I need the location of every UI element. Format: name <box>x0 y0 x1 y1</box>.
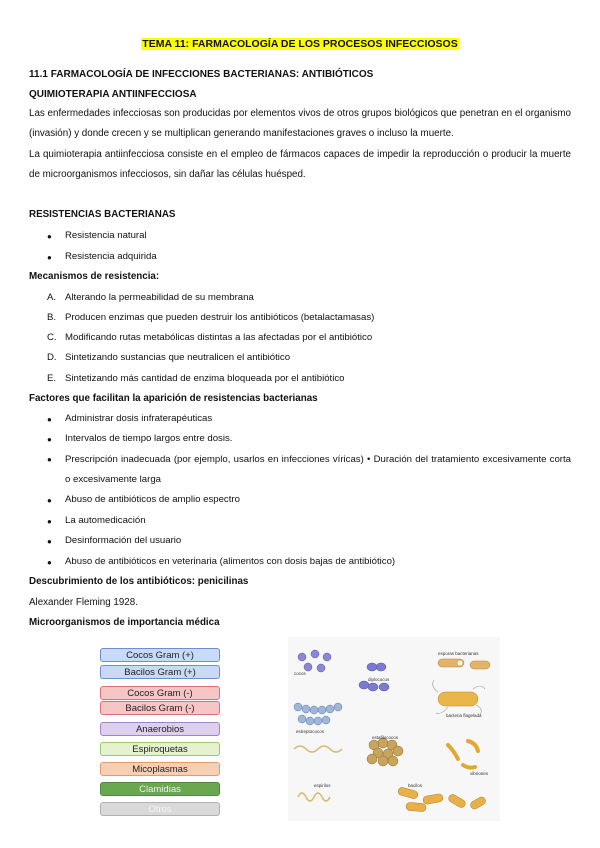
list-item-text: Alterando la permeabilidad de su membrana <box>65 292 254 303</box>
paragraph-quimioterapia: La quimioterapia antiinfecciosa consiste en el empleo de fármacos capaces de impedir la reproducción o producir la muerte de microorganismos infecciosos, sin dañar las células huésped. <box>29 149 571 180</box>
category-box-cocos-gram-pos: Cocos Gram (+) <box>100 648 220 662</box>
category-box-anaerobios: Anaerobios <box>100 722 220 736</box>
descubrimiento-heading: Descubrimiento de los antibióticos: penicilinas <box>29 576 249 587</box>
list-item <box>0 251 600 265</box>
list-item <box>0 413 600 427</box>
list-letter: B. <box>47 312 57 323</box>
section-title: 11.1 FARMACOLOGÍA DE INFECCIONES BACTERIANAS: ANTIBIÓTICOS <box>29 69 374 80</box>
list-letter: E. <box>47 373 57 384</box>
estreptococos-shapes <box>294 703 342 725</box>
list-letter: D. <box>47 352 57 363</box>
category-box-micoplasmas: Micoplasmas <box>100 762 220 776</box>
document-title <box>0 38 600 50</box>
label-bacilos: bacilos <box>408 783 423 788</box>
bacteria-illustration <box>288 637 500 821</box>
category-box-cocos-gram-neg: Cocos Gram (-) <box>100 686 220 700</box>
estafilococos-shapes <box>367 738 403 766</box>
bullet-icon: ● <box>47 558 52 567</box>
category-box-espiroquetas: Espiroquetas <box>100 742 220 756</box>
category-box-bacilos-gram-neg: Bacilos Gram (-) <box>100 701 220 715</box>
microorganismos-heading: Microorganismos de importancia médica <box>29 617 220 628</box>
list-item-text: Resistencia natural <box>65 230 147 241</box>
list-item-text: Modificando rutas metabólicas distintas a las afectadas por el antibiótico <box>65 332 373 343</box>
factores-heading: Factores que facilitan la aparición de resistencias bacterianas <box>29 393 318 404</box>
label-espirilos: espirilos <box>314 783 331 788</box>
bullet-icon: ● <box>47 232 52 241</box>
list-item <box>0 433 600 447</box>
list-item-text: La automedicación <box>65 515 146 526</box>
bullet-icon: ● <box>47 537 52 546</box>
list-item <box>0 453 600 487</box>
bullet-icon: ● <box>47 496 52 505</box>
list-item-text: Desinformación del usuario <box>65 535 182 546</box>
resistencias-heading: RESISTENCIAS BACTERIANAS <box>29 209 176 220</box>
esporas-shapes <box>438 659 490 669</box>
label-diplococos: diplococos <box>368 677 390 682</box>
subsection-title: QUIMIOTERAPIA ANTIINFECCIOSA <box>29 89 197 100</box>
list-letter: C. <box>47 332 57 343</box>
list-item <box>0 515 600 529</box>
list-item-text: Intervalos de tiempo largos entre dosis. <box>65 433 233 444</box>
list-item-text: Administrar dosis infraterapéuticas <box>65 413 213 424</box>
category-box-clamidias: Clamidias <box>100 782 220 796</box>
bullet-icon: ● <box>47 253 52 262</box>
list-item-text: Prescripción inadecuada (por ejemplo, usarlos en infecciones víricas) • Duración del tratamiento excesivamente corta o excesivamente larga <box>65 454 571 485</box>
mecanismos-heading: Mecanismos de resistencia: <box>29 271 160 282</box>
descubrimiento-text: Alexander Fleming 1928. <box>29 597 138 608</box>
list-item <box>0 556 600 570</box>
vibriones-shapes <box>448 741 478 768</box>
list-letter: A. <box>47 292 57 303</box>
bullet-icon: ● <box>47 435 52 444</box>
label-flagelada: bacteria flagelada <box>446 713 482 718</box>
list-item <box>0 535 600 549</box>
bullet-icon: ● <box>47 415 52 424</box>
label-esporas: esporas bacterianas <box>438 651 479 656</box>
list-item-text: Sintetizando sustancias que neutralicen el antibiótico <box>65 352 291 363</box>
list-item <box>0 494 600 508</box>
title-text: TEMA 11: FARMACOLOGÍA DE LOS PROCESOS INFECCIOSOS <box>142 38 458 50</box>
bullet-icon: ● <box>47 455 52 464</box>
category-box-otros: Otros <box>100 802 220 816</box>
list-item-text: Abuso de antibióticos de amplio espectro <box>65 494 240 505</box>
category-box-bacilos-gram-pos: Bacilos Gram (+) <box>100 665 220 679</box>
list-item-text: Sintetizando más cantidad de enzima bloqueada por el antibiótico <box>65 373 345 384</box>
list-item-text: Resistencia adquirida <box>65 251 157 262</box>
list-item <box>0 230 600 244</box>
label-estafilococos: estafilococos <box>372 735 399 740</box>
label-cocos: cocos <box>294 671 306 676</box>
paragraph-intro: Las enfermedades infecciosas son producidas por elementos vivos de otros grupos biológicos que penetran en el organismo (invasión) y donde crecen y se multiplican generando manifestaciones graves o incluso la muerte. <box>29 108 571 139</box>
label-estreptococos: estreptococos <box>296 729 325 734</box>
list-item-text: Abuso de antibióticos en veterinaria (alimentos con dosis bajas de antibiótico) <box>65 556 396 567</box>
bullet-icon: ● <box>47 517 52 526</box>
label-vibriones: vibriones <box>470 771 489 776</box>
espirilos-shapes <box>294 746 342 801</box>
bacilos-shapes <box>397 787 487 812</box>
list-item-text: Producen enzimas que pueden destruir los antibióticos (betalactamasas) <box>65 312 375 323</box>
flagelada-shape <box>433 680 485 715</box>
cocos-shapes <box>298 650 331 672</box>
